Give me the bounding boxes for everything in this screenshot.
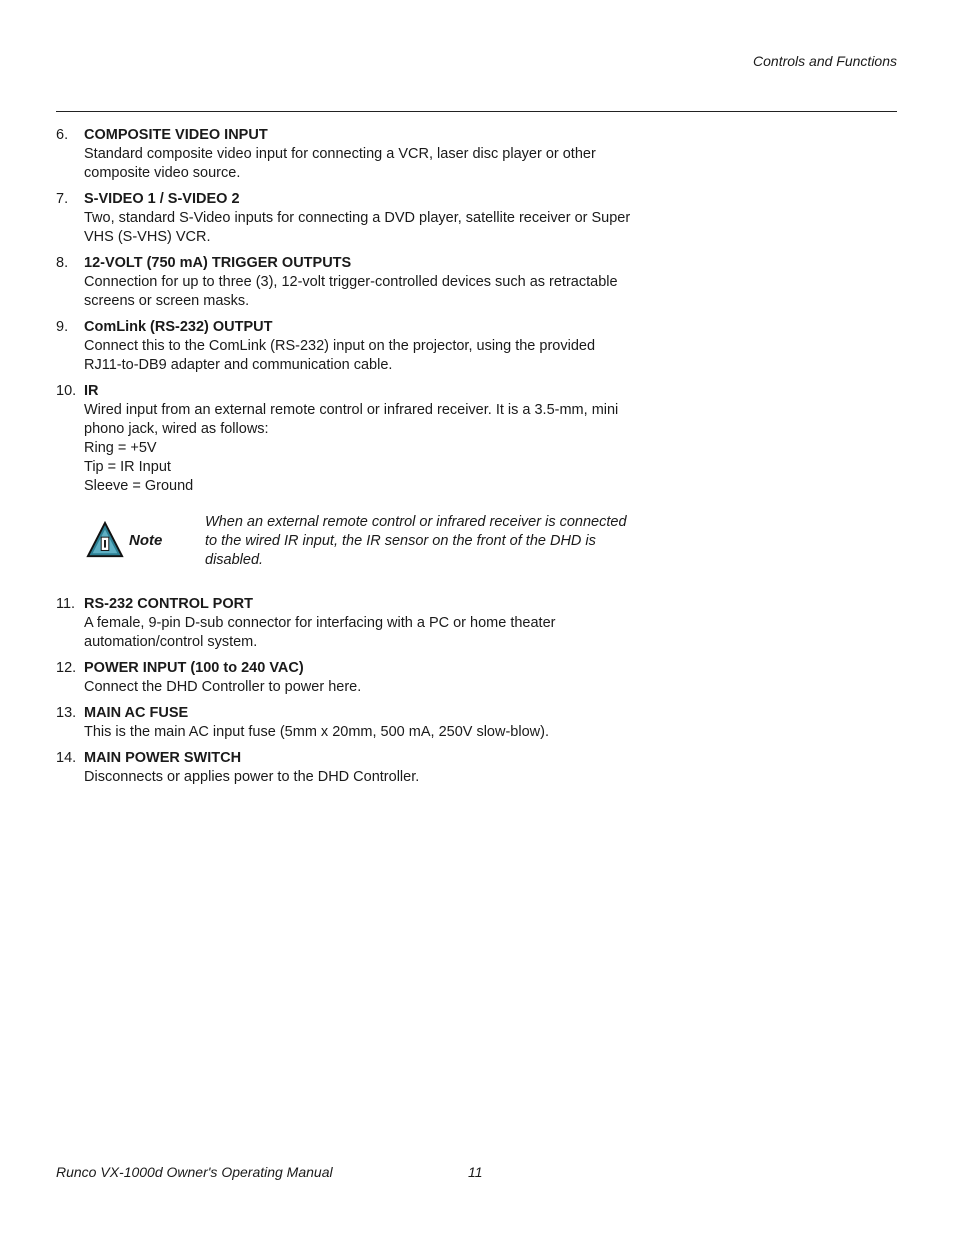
warning-triangle-icon [86,521,124,559]
page-number: 11 [468,1164,483,1180]
item-number: 14. [56,750,77,766]
item-title: ComLink (RS-232) OUTPUT [84,319,273,335]
list-item [56,318,696,375]
item-number: 6. [56,127,69,143]
item-description-line: automation/control system. [84,634,258,650]
item-number: 9. [56,319,69,335]
item-description-line: Ring = +5V [84,440,157,456]
note-line: When an external remote control or infrared receiver is connected [205,514,627,530]
item-number: 10. [56,383,77,399]
list-item [56,659,696,697]
item-description-line: Connection for up to three (3), 12-volt trigger-controlled devices such as retractable [84,274,618,290]
item-number: 7. [56,191,69,207]
list-item [56,704,696,742]
header-rule [56,111,897,112]
item-number: 12. [56,660,77,676]
item-number: 11. [56,596,76,612]
item-description-line: Standard composite video input for connecting a VCR, laser disc player or other [84,146,596,162]
item-description-line: Tip = IR Input [84,459,171,475]
note-text [205,513,675,570]
item-description-line: Sleeve = Ground [84,478,194,494]
item-title: MAIN POWER SWITCH [84,750,242,766]
item-title: COMPOSITE VIDEO INPUT [84,127,268,143]
list-item [56,595,696,652]
list-item [56,254,696,311]
note-line: disabled. [205,552,264,568]
list-item [56,126,696,183]
footer-manual-title: Runco VX-1000d Owner's Operating Manual [56,1164,333,1180]
controls-list-part-1 [56,126,696,496]
list-item [56,382,696,496]
running-header: Controls and Functions [753,53,897,69]
list-item [56,749,696,787]
list-item [56,190,696,247]
item-description-line: Wired input from an external remote control or infrared receiver. It is a 3.5-mm, mini [84,402,619,418]
item-description-line: Disconnects or applies power to the DHD Controller. [84,769,420,785]
controls-list [56,126,696,794]
note-callout [56,513,696,581]
item-description-line: Connect this to the ComLink (RS-232) input on the projector, using the provided [84,338,596,354]
item-title: MAIN AC FUSE [84,705,189,721]
item-title: S-VIDEO 1 / S-VIDEO 2 [84,191,240,207]
item-title: 12-VOLT (750 mA) TRIGGER OUTPUTS [84,255,352,271]
item-title: POWER INPUT (100 to 240 VAC) [84,660,304,676]
item-description-line: screens or screen masks. [84,293,250,309]
item-description-line: VHS (S-VHS) VCR. [84,229,211,245]
item-description-line: composite video source. [84,165,241,181]
note-label: Note [129,532,163,549]
item-description-line: Two, standard S-Video inputs for connecting a DVD player, satellite receiver or Super [84,210,631,226]
item-description-line: phono jack, wired as follows: [84,421,269,437]
item-title: RS-232 CONTROL PORT [84,596,253,612]
item-description-line: RJ11-to-DB9 adapter and communication cable. [84,357,393,373]
item-number: 13. [56,705,77,721]
item-description-line: Connect the DHD Controller to power here. [84,679,362,695]
controls-list-part-2 [56,595,696,787]
item-description-line: This is the main AC input fuse (5mm x 20mm, 500 mA, 250V slow-blow). [84,724,549,740]
item-description-line: A female, 9-pin D-sub connector for interfacing with a PC or home theater [84,615,556,631]
item-number: 8. [56,255,69,271]
note-line: to the wired IR input, the IR sensor on the front of the DHD is [205,533,596,549]
item-title: IR [84,383,99,399]
